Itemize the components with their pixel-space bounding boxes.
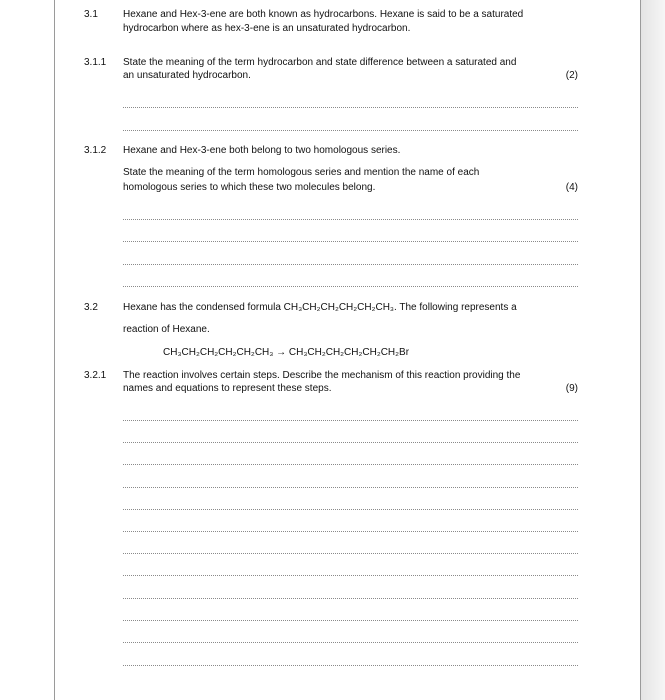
page-margin-left <box>0 0 54 700</box>
page-edge-left <box>54 0 55 700</box>
answer-line[interactable] <box>123 107 578 108</box>
answer-line[interactable] <box>123 531 578 532</box>
answer-line[interactable] <box>123 420 578 421</box>
answer-line[interactable] <box>123 264 578 265</box>
answer-line[interactable] <box>123 553 578 554</box>
answer-line[interactable] <box>123 665 578 666</box>
question-number-3-1-1: 3.1.1 <box>84 57 107 68</box>
question-number-3-1: 3.1 <box>84 9 98 20</box>
question-3-1-text-line-2: hydrocarbon where as hex-3-ene is an unsaturated hydrocarbon. <box>123 23 411 34</box>
question-3-2-1-marks: (9) <box>565 383 578 394</box>
answer-line[interactable] <box>123 442 578 443</box>
answer-line[interactable] <box>123 286 578 287</box>
answer-line[interactable] <box>123 598 578 599</box>
question-3-1-1-text-line-1: State the meaning of the term hydrocarbon and state difference between a saturated and <box>123 57 517 68</box>
question-3-1-1-text-line-2: an unsaturated hydrocarbon. <box>123 70 251 81</box>
question-3-1-2-text-line-3: homologous series to which these two molecules belong. <box>123 182 376 193</box>
answer-line[interactable] <box>123 575 578 576</box>
answer-line[interactable] <box>123 464 578 465</box>
question-3-2-text-line-2: reaction of Hexane. <box>123 324 210 335</box>
answer-line[interactable] <box>123 487 578 488</box>
answer-line[interactable] <box>123 219 578 220</box>
question-number-3-2-1: 3.2.1 <box>84 370 107 381</box>
question-number-3-1-2: 3.1.2 <box>84 145 107 156</box>
answer-line[interactable] <box>123 130 578 131</box>
reaction-equation: CH₃CH₂CH₂CH₂CH₂CH₃ → CH₃CH₂CH₂CH₂CH₂CH₂Br <box>163 347 410 358</box>
question-3-2-1-text-line-1: The reaction involves certain steps. Describe the mechanism of this reaction providing the <box>123 370 521 381</box>
answer-line[interactable] <box>123 642 578 643</box>
question-3-1-text-line-1: Hexane and Hex-3-ene are both known as hydrocarbons. Hexane is said to be a saturated <box>123 9 524 20</box>
question-3-2-text-line-1: Hexane has the condensed formula CH₃CH₂CH₂CH₂CH₂CH₃. The following represents a <box>123 302 517 313</box>
question-3-1-1-marks: (2) <box>565 70 578 81</box>
page-shadow-right <box>641 0 665 700</box>
answer-line[interactable] <box>123 509 578 510</box>
question-3-1-2-marks: (4) <box>565 182 578 193</box>
answer-line[interactable] <box>123 241 578 242</box>
question-3-1-2-text-line-1: Hexane and Hex-3-ene both belong to two homologous series. <box>123 145 401 156</box>
question-number-3-2: 3.2 <box>84 302 98 313</box>
question-3-1-2-text-line-2: State the meaning of the term homologous series and mention the name of each <box>123 167 480 178</box>
answer-line[interactable] <box>123 620 578 621</box>
question-3-2-1-text-line-2: names and equations to represent these steps. <box>123 383 332 394</box>
